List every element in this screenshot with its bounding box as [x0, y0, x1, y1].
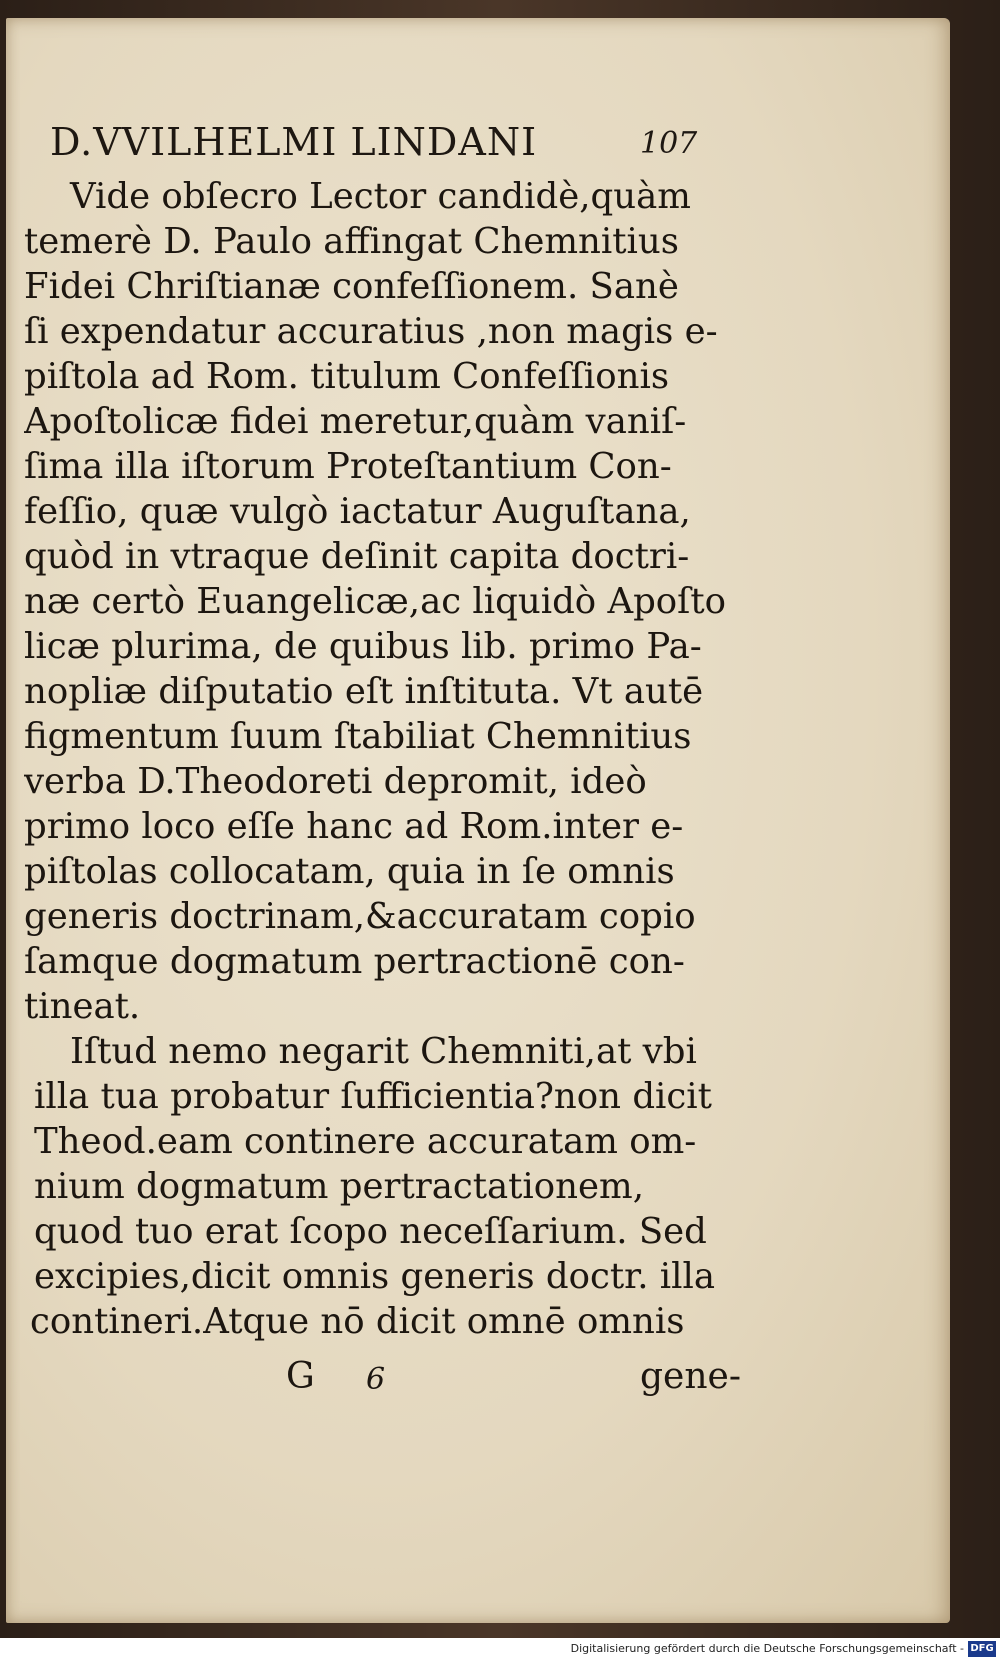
text-line: nopliæ diſputatio eſt inſtituta. Vt autē — [24, 671, 704, 712]
page-number: 107 — [640, 126, 698, 161]
text-line: næ certò Euangelicæ,ac liquidò Apoſto — [24, 581, 726, 622]
body-text — [24, 174, 734, 1344]
text-line: tineat. — [24, 986, 141, 1027]
signature-mark: G — [286, 1356, 315, 1397]
text-line: ſi expendatur accuratius ,non magis e- — [24, 311, 718, 352]
dfg-logo: DFG — [968, 1641, 996, 1657]
text-line: piſtola ad Rom. titulum Confeſſionis — [24, 356, 670, 397]
text-line: feſſio, quæ vulgò iactatur Auguſtana, — [24, 491, 691, 532]
text-line: contineri.Atque nō dicit omnē omnis — [30, 1301, 685, 1342]
text-line: Apoſtolicæ fidei meretur,quàm vaniſ- — [24, 401, 687, 442]
text-line: quod tuo erat ſcopo neceſſarium. Sed — [34, 1211, 707, 1252]
text-line: Fidei Chriſtianæ confeſſionem. Sanè — [24, 266, 679, 307]
page-header — [50, 112, 710, 172]
footer-bar — [0, 1638, 1000, 1662]
text-line: figmentum ſuum ſtabiliat Chemnitius — [24, 716, 692, 757]
signature-number: 6 — [366, 1362, 386, 1397]
text-line: ſima illa iſtorum Proteſtantium Con- — [24, 446, 672, 487]
catchword: gene- — [640, 1356, 742, 1397]
text-line: illa tua probatur ſufficientia?non dicit — [34, 1076, 712, 1117]
text-line: licæ plurima, de quibus lib. primo Pa- — [24, 626, 702, 667]
text-line: ſamque dogmatum pertractionē con- — [24, 941, 685, 982]
text-line: piſtolas collocatam, quia in ſe omnis — [24, 851, 675, 892]
running-head: D.VVILHELMI LINDANI — [50, 120, 538, 164]
text-line: nium dogmatum pertractationem, — [34, 1166, 644, 1207]
text-line: primo loco eſſe hanc ad Rom.inter e- — [24, 806, 684, 847]
funding-credit: Digitalisierung gefördert durch die Deutsche Forschungsgemeinschaft - — [570, 1642, 964, 1655]
text-line: verba D.Theodoreti depromit, ideò — [24, 761, 647, 802]
text-line: Theod.eam continere accuratam om- — [34, 1121, 697, 1162]
text-line: Vide obſecro Lector candidè,quàm — [70, 176, 691, 217]
text-line: Iſtud nemo negarit Chemniti,at vbi — [70, 1031, 697, 1072]
text-line: excipies,dicit omnis generis doctr. illa — [34, 1256, 716, 1297]
text-line: quòd in vtraque deſinit capita doctri- — [24, 536, 690, 577]
text-line: temerè D. Paulo affingat Chemnitius — [24, 221, 679, 262]
book-page — [6, 18, 950, 1623]
text-line: generis doctrinam,&accuratam copio — [24, 896, 696, 937]
